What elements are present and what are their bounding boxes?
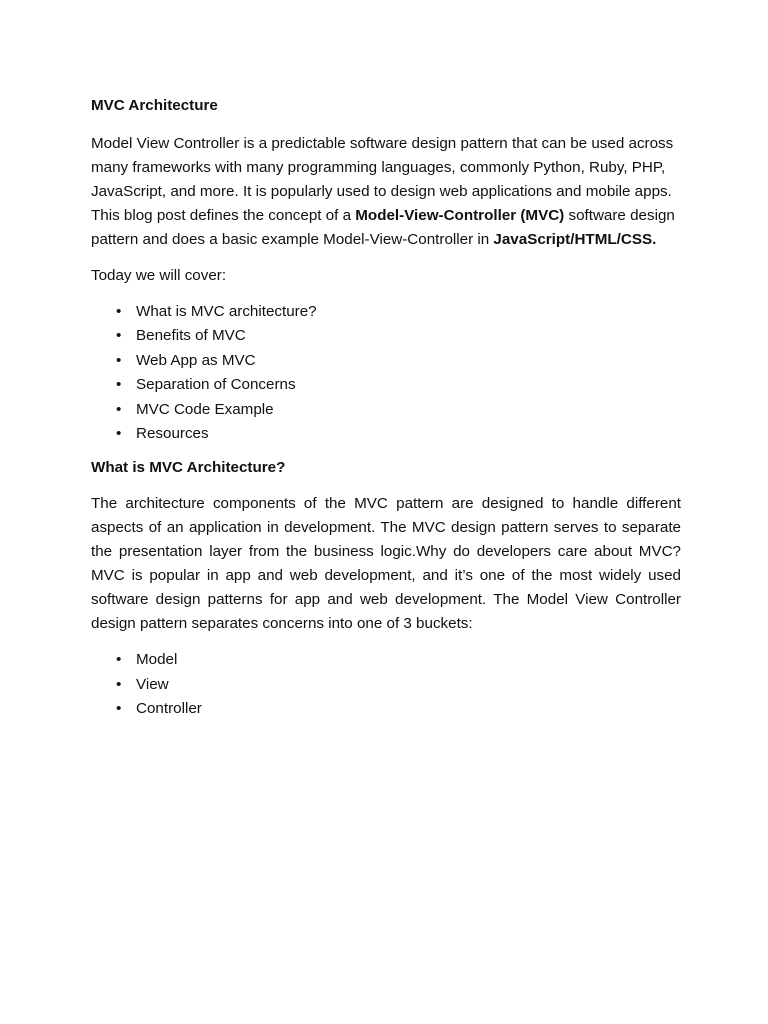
- list-item-label: Resources: [136, 425, 209, 443]
- list-item: [91, 373, 681, 397]
- intro-bold-tech: JavaScript/HTML/CSS.: [493, 231, 657, 248]
- document-title: MVC Architecture: [91, 97, 218, 114]
- list-item: [91, 673, 681, 697]
- bullet-icon: •: [116, 651, 122, 669]
- list-item-label: Benefits of MVC: [136, 327, 246, 345]
- intro-bold-mvc: Model-View-Controller (MVC): [355, 207, 565, 224]
- list-item: [91, 697, 681, 721]
- bullet-icon: •: [116, 700, 122, 718]
- section-body: The architecture components of the MVC pattern are designed to handle different aspects of an application in development. The MVC design pattern serves to separate the presentation layer from the business logic.Why do developers care about MVC? MVC is popular in app and web development, and it’s one of the most widely used software design patterns for app and web development. The Model View Controller design pattern separates concerns into one of 3 buckets:: [91, 495, 681, 633]
- bullet-icon: •: [116, 400, 122, 418]
- list-item: [91, 324, 681, 348]
- list-item: [91, 422, 681, 446]
- bullet-icon: •: [116, 675, 122, 693]
- cover-list: [91, 300, 681, 446]
- intro-text-1: Model View Controller is a predictable software design pattern that can be used across many frameworks with many programming languages, commonly Python, Ruby, PHP, JavaScript, and more. It is popularly used to design web applications and mobile apps. This blog post defines the concept of a: [91, 135, 674, 224]
- document-page: [91, 94, 681, 732]
- list-item: [91, 349, 681, 373]
- bullet-icon: •: [116, 327, 122, 345]
- list-item: [91, 300, 681, 324]
- cover-intro: Today we will cover:: [91, 267, 227, 284]
- list-item-label: Web App as MVC: [136, 351, 256, 369]
- bucket-list: [91, 648, 681, 721]
- bullet-icon: •: [116, 425, 122, 443]
- bullet-icon: •: [116, 376, 122, 394]
- section-heading: What is MVC Architecture?: [91, 459, 286, 477]
- list-item-label: Controller: [136, 700, 202, 718]
- intro-paragraph: [91, 132, 681, 252]
- list-item-label: View: [136, 675, 169, 693]
- bullet-icon: •: [116, 351, 122, 369]
- list-item-label: What is MVC architecture?: [136, 303, 317, 320]
- bullet-icon: •: [116, 303, 122, 320]
- list-item: [91, 398, 681, 422]
- list-item-label: Model: [136, 651, 178, 669]
- list-item: [91, 648, 681, 672]
- list-item-label: MVC Code Example: [136, 400, 274, 418]
- intro-text-2: software design pattern and does a basic example Model-View-Controller in: [91, 207, 675, 248]
- list-item-label: Separation of Concerns: [136, 376, 296, 394]
